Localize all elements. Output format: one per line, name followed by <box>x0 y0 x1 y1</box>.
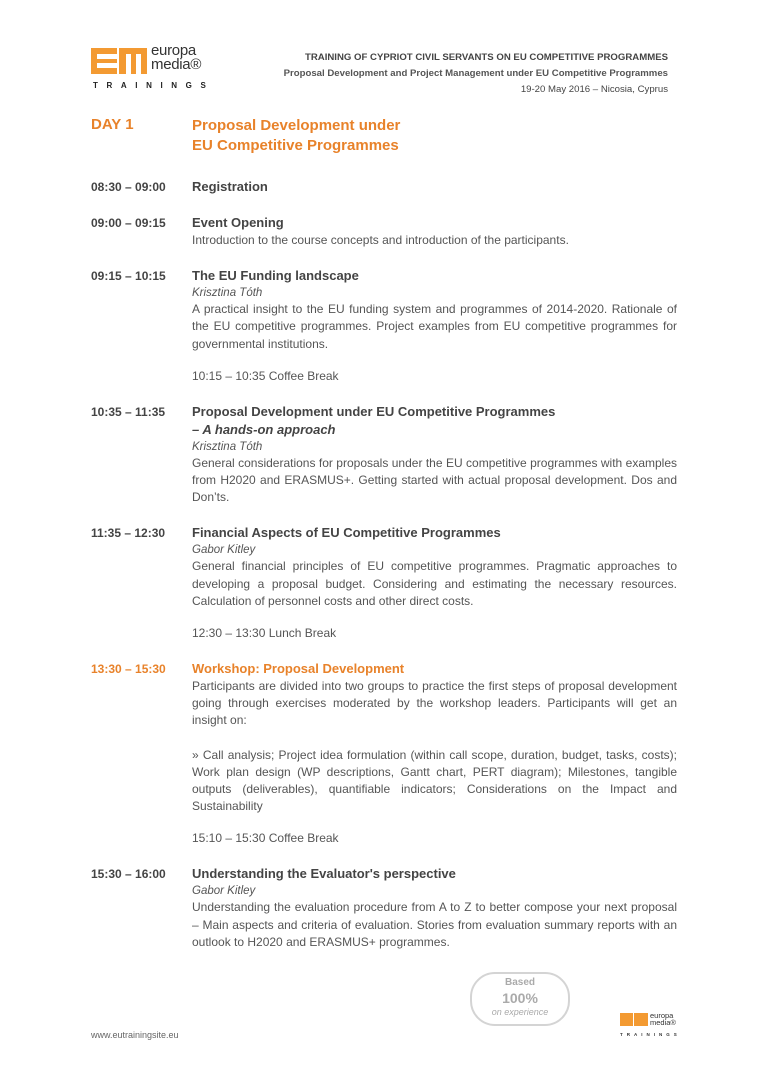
break-item: 10:15 – 10:35 Coffee Break <box>192 368 339 383</box>
session-time: 15:30 – 16:00 <box>91 867 166 882</box>
session-title: Registration <box>192 179 268 194</box>
session-subtitle: – A hands-on approach <box>192 421 336 437</box>
document-header <box>284 50 668 98</box>
session-description: A practical insight to the EU funding system and programmes of 2014-2020. Rationale of the EU competitive programmes. Project examples from EU competitive programmes for governmental institutions. <box>192 302 677 351</box>
session-speaker: Gabor Kitley <box>192 544 256 557</box>
session-description: Introduction to the course concepts and introduction of the participants. <box>192 233 569 247</box>
date-place: 19-20 May 2016 – Nicosia, Cyprus <box>520 84 668 95</box>
session-event-opening <box>91 214 677 249</box>
stamp-bottom-text: on experience <box>491 1007 549 1017</box>
footer-logo-wordmark: europa media® <box>650 1011 676 1027</box>
footer-website-link[interactable]: www.eutrainingsite.eu <box>91 1030 179 1040</box>
session-evaluator-perspective <box>91 865 677 951</box>
agenda <box>91 178 677 951</box>
footer-logo-tagline: TRAININGS <box>620 1032 681 1037</box>
session-time: 10:35 – 11:35 <box>91 404 166 419</box>
session-time: 11:35 – 12:30 <box>91 526 166 541</box>
break-item: 12:30 – 13:30 Lunch Break <box>192 626 337 641</box>
em-logo-icon <box>91 48 147 74</box>
session-title: Workshop: Proposal Development <box>192 661 405 677</box>
training-title: TRAINING OF CYPRIOT CIVIL SERVANTS ON EU COMPETITIVE PROGRAMMES <box>305 52 668 63</box>
session-speaker: Krisztina Tóth <box>192 440 263 453</box>
footer-logo <box>620 1013 680 1041</box>
break-item: 15:10 – 15:30 Coffee Break <box>192 831 339 846</box>
session-registration <box>91 178 677 196</box>
logo-tagline: TRAININGS <box>93 81 215 90</box>
session-description: Understanding the evaluation procedure from A to Z to better compose your next proposal – Main aspects and criteria of evaluation. Stories from evaluation summary reports with an outlook to H2020 and ERASMUS+ programmes. <box>192 900 677 949</box>
session-time: 09:00 – 09:15 <box>91 216 166 230</box>
day-title: Proposal Development under EU Competitive Programmes <box>192 117 401 154</box>
session-financial-aspects <box>91 524 677 642</box>
session-title: The EU Funding landscape <box>192 268 359 284</box>
session-description: General considerations for proposals under the EU competitive programmes with examples from H2020 and ERASMUS+. Getting started with actual proposal development. Dos and Don’ts. <box>192 455 677 505</box>
session-time: 08:30 – 09:00 <box>91 180 166 194</box>
session-workshop <box>91 660 677 847</box>
training-subtitle: Proposal Development and Project Management under EU Competitive Programmes <box>283 68 668 79</box>
session-description: General financial principles of EU competitive programmes. Pragmatic approaches to developing a proposal budget. Considering and estimating the necessary resources. Calculation of personnel costs and other direct costs. <box>192 559 677 608</box>
session-description: Participants are divided into two groups to practice the first steps of proposal development going through exercises moderated by the workshop leaders. Participants will get an insight on: <box>192 679 677 728</box>
europa-media-logo <box>91 42 221 92</box>
session-proposal-development <box>91 403 677 507</box>
session-speaker: Krisztina Tóth <box>192 287 263 300</box>
session-title: Event Opening <box>192 215 284 230</box>
session-title: Proposal Development under EU Competitive Programmes <box>192 403 556 419</box>
session-time: 09:15 – 10:15 <box>91 269 166 284</box>
day-label: DAY 1 <box>91 116 134 133</box>
session-eu-funding <box>91 267 677 385</box>
session-speaker: Gabor Kitley <box>192 885 256 898</box>
session-time: 13:30 – 15:30 <box>91 662 166 677</box>
em-logo-icon <box>620 1013 633 1026</box>
session-details: » Call analysis; Project idea formulation (within call scope, duration, budget, tasks, costs); Work plan design (WP descriptions, Gantt chart, PERT diagram); Milestones, tangible outputs (deliverables), quantifiable indicators; Considerations on the Impact and Sustainability <box>192 747 677 814</box>
session-title: Understanding the Evaluator's perspective <box>192 866 456 882</box>
stamp-top-text: Based <box>504 977 535 988</box>
session-title: Financial Aspects of EU Competitive Programmes <box>192 525 501 541</box>
stamp-number: 100% <box>502 990 538 1006</box>
experience-stamp-icon <box>470 972 570 1026</box>
logo-wordmark: europa media® <box>151 42 202 73</box>
